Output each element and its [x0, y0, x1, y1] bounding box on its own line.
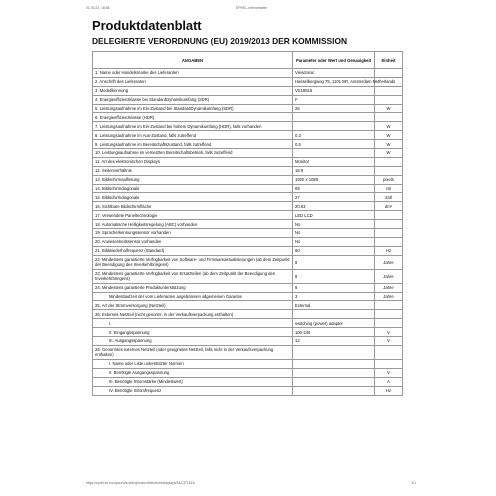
row-label: 12. Seitenverhältnis: [93, 166, 293, 175]
row-value: 8: [293, 283, 375, 292]
row-label: III. Benötigte Stromstärke (Mindestwert): [93, 377, 293, 386]
row-label: IV. Benötigte Stromfrequenz: [93, 386, 293, 395]
header-value: Parameter oder Wert und Genauigkeit: [293, 52, 375, 69]
row-label: 14. Bildschirmdiagonale: [93, 184, 293, 193]
row-value: Monitor: [293, 157, 375, 166]
row-value: No: [293, 220, 375, 229]
row-value: 8: [293, 269, 375, 283]
row-label: I. Name oder Liste unterstützter Normen: [93, 359, 293, 368]
row-label: 13. Bildschirmauflösung: [93, 175, 293, 184]
row-value: [293, 122, 375, 131]
row-value: VS18815: [293, 86, 375, 95]
row-unit: A: [375, 377, 403, 386]
row-value: 3: [293, 292, 375, 301]
row-unit: Jahre: [375, 292, 403, 301]
row-label: II. Benötigte Ausgangsspannung: [93, 368, 293, 377]
header-unit: Einheit: [375, 52, 403, 69]
table-row: [93, 246, 403, 255]
row-label: 19. Spracherkennungssensor vorhanden: [93, 229, 293, 238]
row-label: 17. Verwendete Paneltechnologie: [93, 211, 293, 220]
document-title: Produktdatenblatt: [92, 18, 202, 33]
row-label: 20. Anwesenheitssensor vorhanden: [93, 237, 293, 246]
row-unit: W: [375, 131, 403, 140]
table-row: [93, 86, 403, 95]
row-value: 1920 x 1080: [293, 175, 375, 184]
row-unit: [375, 211, 403, 220]
table-row: [93, 166, 403, 175]
print-datetime: 01.03.22, 16:58: [86, 6, 110, 10]
print-footer: [86, 481, 416, 487]
row-value: 0.5: [293, 140, 375, 149]
table-row: [93, 122, 403, 131]
row-unit: Zoll: [375, 193, 403, 202]
row-unit: [375, 310, 403, 319]
table-row: [93, 175, 403, 184]
row-value: switching (power) adapter: [293, 319, 375, 328]
page-number: 1/1: [411, 481, 416, 485]
table-header-row: [93, 52, 403, 69]
table-row: [93, 237, 403, 246]
table-row: [93, 211, 403, 220]
row-unit: [375, 319, 403, 328]
row-label: 1. Name oder Handelsmarke des Lieferanten: [93, 69, 293, 78]
row-value: 20.03: [293, 202, 375, 211]
row-unit: [375, 301, 403, 310]
row-label: 22. Mindestens garantierte Verfügbarkeit von Software- und Firmwareaktualisierungen (ab dem Zeitpunkt der Beendigung des Inverkehrbringens): [93, 255, 293, 269]
row-unit: pixels: [375, 175, 403, 184]
row-label: 9. Leistungsaufnahme im Bereitschaftszustand, falls zutreffend: [93, 140, 293, 149]
row-unit: V: [375, 337, 403, 346]
row-label: 26. Externes Netzteil (nicht genormt, in der Verkaufsverpackung enthalten): [93, 310, 293, 319]
row-unit: W: [375, 104, 403, 113]
row-unit: [375, 229, 403, 238]
row-value: [293, 386, 375, 395]
row-label: 10. Leistungsaufnahme im vernetzten Bereitschaftsbetrieb, falls zutreffend: [93, 149, 293, 158]
table-row: [93, 131, 403, 140]
row-unit: Jahre: [375, 255, 403, 269]
row-value: 12: [293, 337, 375, 346]
row-unit: [375, 157, 403, 166]
row-value: [293, 359, 375, 368]
row-unit: [375, 86, 403, 95]
table-row: [93, 386, 403, 395]
row-value: No: [293, 237, 375, 246]
row-value: 0.3: [293, 131, 375, 140]
table-row: [93, 301, 403, 310]
table-row: [93, 140, 403, 149]
row-label: 23. Mindestens garantierte Verfügbarkeit von Ersatzteilen (ab dem Zeitpunkt der Beendigung des Inverkehrbringens): [93, 269, 293, 283]
row-label: 18. Automatische Helligkeitsregelung (ABC) vorhanden: [93, 220, 293, 229]
row-label: 8. Leistungsaufnahme im Aus-Zustand, falls zutreffend: [93, 131, 293, 140]
row-value: No: [293, 229, 375, 238]
row-unit: [375, 237, 403, 246]
row-label: 25. Art der Stromversorgung (Netzteil): [93, 301, 293, 310]
row-label: 11. Art des elektronischen Displays: [93, 157, 293, 166]
row-unit: V: [375, 328, 403, 337]
row-label: 16. Sichtbare Bildschirmfläche: [93, 202, 293, 211]
document-subtitle: DELEGIERTE VERORDNUNG (EU) 2019/2013 DER KOMMISSION: [92, 36, 348, 46]
table-row: [93, 255, 403, 269]
row-unit: W: [375, 122, 403, 131]
row-value: [293, 310, 375, 319]
table-row: [93, 269, 403, 283]
table-row: [93, 328, 403, 337]
print-site-name: EPREL-Internetseite: [236, 6, 267, 10]
row-unit: [375, 359, 403, 368]
row-value: Hasselbergweg 75, 1101 BR, Amsterdam Netherlands: [293, 77, 375, 86]
row-label: 4. Energieeffizienzklasse bei StandardDynamikumfang (SDR): [93, 95, 293, 104]
row-label: 26. Genormtes externes Netzteil (oder geeignetes Netzteil, falls nicht in der Verkaufsverpackung enthalten): [93, 345, 293, 359]
row-label: 2. Anschrift des Lieferanten: [93, 77, 293, 86]
table-row: [93, 368, 403, 377]
header-indicator: ANGABEN: [93, 52, 293, 69]
table-row: [93, 319, 403, 328]
row-value: [293, 113, 375, 122]
table-row: [93, 359, 403, 368]
row-value: [293, 377, 375, 386]
row-unit: Hz: [375, 386, 403, 395]
row-value: 100-240: [293, 328, 375, 337]
row-unit: W: [375, 140, 403, 149]
row-unit: [375, 95, 403, 104]
row-unit: Jahre: [375, 283, 403, 292]
table-row: [93, 193, 403, 202]
row-label: Mindestlaufzeit der vom Lieferanten angebotenen allgemeinen Garantie: [93, 292, 293, 301]
table-row: [93, 283, 403, 292]
row-value: 27: [293, 193, 375, 202]
row-unit: [375, 113, 403, 122]
row-value: 69: [293, 184, 375, 193]
row-unit: [375, 345, 403, 359]
table-row: [93, 337, 403, 346]
row-unit: W: [375, 149, 403, 158]
row-value: 8: [293, 255, 375, 269]
row-value: [293, 368, 375, 377]
table-row: [93, 149, 403, 158]
row-value: 60: [293, 246, 375, 255]
table-row: [93, 310, 403, 319]
table-row: [93, 184, 403, 193]
row-value: LED LCD: [293, 211, 375, 220]
row-value: 26: [293, 104, 375, 113]
row-label: 24. Mindestens garantierte Produktunterstützung: [93, 283, 293, 292]
table-row: [93, 157, 403, 166]
table-row: [93, 292, 403, 301]
table-row: [93, 377, 403, 386]
row-unit: [375, 69, 403, 78]
row-unit: [375, 166, 403, 175]
row-value: External: [293, 301, 375, 310]
row-value: [293, 345, 375, 359]
table-row: [93, 104, 403, 113]
page-url[interactable]: https://eprel.ec.europa.eu/screen/product/electronicdisplays/3AC37181A: [86, 481, 195, 485]
row-unit: V: [375, 368, 403, 377]
product-data-table: [92, 51, 403, 396]
row-unit: dm²: [375, 202, 403, 211]
row-label: 7. Leistungsaufnahme im Ein-Zustand bei hohem Dynamikumfang (HDR), falls vorhanden: [93, 122, 293, 131]
row-label: II. Eingangsspannung: [93, 328, 293, 337]
row-unit: Jahre: [375, 269, 403, 283]
table-row: [93, 345, 403, 359]
row-unit: cm: [375, 184, 403, 193]
table-row: [93, 69, 403, 78]
row-label: 21. Bildwiederholfrequenz (Standard): [93, 246, 293, 255]
table-row: [93, 95, 403, 104]
table-row: [93, 229, 403, 238]
row-value: [293, 149, 375, 158]
row-unit: [375, 220, 403, 229]
row-value: 16:9: [293, 166, 375, 175]
print-header: [86, 6, 416, 12]
row-label: I.: [93, 319, 293, 328]
row-value: ViewSonic: [293, 69, 375, 78]
table-row: [93, 113, 403, 122]
row-label: III. Ausgangsspannung: [93, 337, 293, 346]
table-row: [93, 77, 403, 86]
table-row: [93, 220, 403, 229]
table-row: [93, 202, 403, 211]
row-value: F: [293, 95, 375, 104]
row-label: 3. Modellkennung: [93, 86, 293, 95]
row-unit: Hz: [375, 246, 403, 255]
row-label: 15. Bildschirmdiagonale: [93, 193, 293, 202]
row-label: 6. Energieeffizienzklasse (HDR): [93, 113, 293, 122]
row-label: 5. Leistungsaufnahme im Ein-Zustand bei StandardDynamikumfang (SDR): [93, 104, 293, 113]
